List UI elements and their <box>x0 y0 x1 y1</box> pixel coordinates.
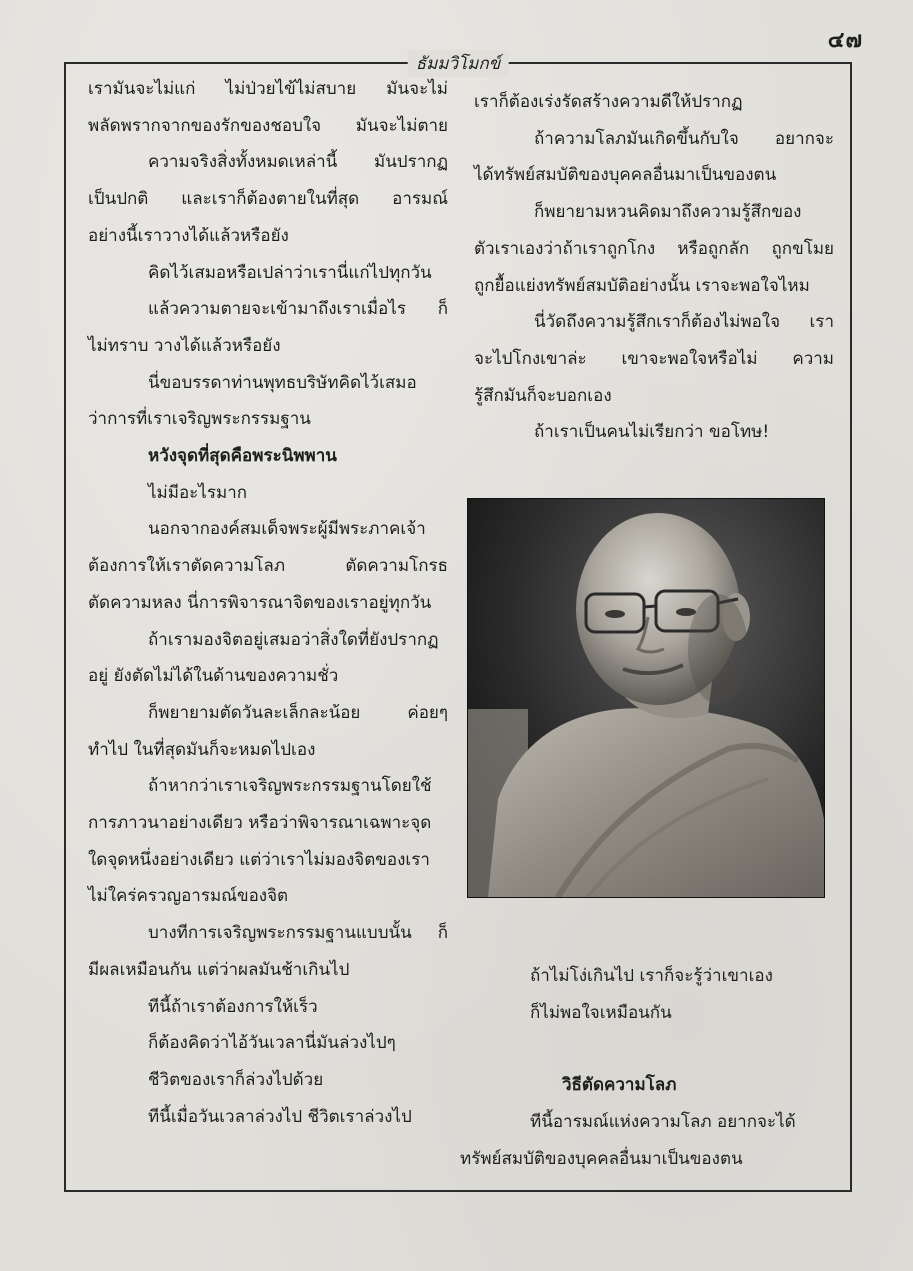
text-line: ไม่มีอะไรมาก <box>148 482 248 503</box>
text-line: เราก็ต้องเร่งรัดสร้างความดีให้ปรากฏ <box>474 92 743 112</box>
portrait-illustration <box>468 499 824 897</box>
text-line: ไม่ทราบ วางได้แล้วหรือยัง <box>88 335 281 356</box>
portrait-photo <box>467 498 825 898</box>
left-text-column <box>88 71 448 1135</box>
text-line: จะไปโกงเขาล่ะ เขาจะพอใจหรือไม่ ความ <box>474 348 834 369</box>
text-line: นี่วัดถึงความรู้สึกเราก็ต้องไม่พอใจ เรา <box>534 312 834 333</box>
text-line: รู้สึกมันก็จะบอกเอง <box>474 385 612 406</box>
text-line: อยู่ ยังตัดไม่ได้ในด้านของความชั่ว <box>88 666 339 687</box>
text-line: ชีวิตของเราก็ล่วงไปด้วย <box>148 1069 324 1090</box>
text-line: ถ้าหากว่าเราเจริญพระกรรมฐานโดยใช้ <box>148 776 432 797</box>
text-line: ก็ไม่พอใจเหมือนกัน <box>530 1002 672 1023</box>
page-number: ๔๗ <box>827 28 863 53</box>
text-line: ไม่ใคร่ครวญอารมณ์ของจิต <box>88 886 289 907</box>
text-line: ก็พยายามตัดวันละเล็กละน้อย ค่อยๆ <box>148 702 448 723</box>
text-line: นี่ขอบรรดาท่านพุทธบริษัทคิดไว้เสมอ <box>148 372 417 393</box>
text-line: ถ้าเราเป็นคนไม่เรียกว่า ขอโทษ! <box>534 422 770 443</box>
text-line: ตัวเราเองว่าถ้าเราถูกโกง หรือถูกลัก ถูกขโมย <box>474 238 834 259</box>
text-line: ถ้าความโลภมันเกิดขึ้นกับใจ อยากจะ <box>534 128 834 149</box>
text-line: เรามันจะไม่แก่ ไม่ป่วยไข้ไม่สบาย มันจะไม่ <box>88 79 448 99</box>
text-line: ก็พยายามหวนคิดมาถึงความรู้สึกของ <box>534 202 802 223</box>
text-line: ว่าการที่เราเจริญพระกรรมฐาน <box>88 409 311 430</box>
text-line: ทีนี้ถ้าเราต้องการให้เร็ว <box>148 996 318 1017</box>
section-heading-nirvana: หวังจุดที่สุดคือพระนิพพาน <box>148 446 337 467</box>
text-line: ตัดความหลง นี่การพิจารณาจิตของเราอยู่ทุกวัน <box>88 592 432 613</box>
text-line: การภาวนาอย่างเดียว หรือว่าพิจารณาเฉพาะจุด <box>88 813 432 834</box>
text-line: ใดจุดหนึ่งอย่างเดียว แต่ว่าเราไม่มองจิตของเรา <box>88 849 430 870</box>
text-line: นอกจากองค์สมเด็จพระผู้มีพระภาคเจ้า <box>148 519 426 540</box>
text-line: ต้องการให้เราตัดความโลภ ตัดความโกรธ <box>88 556 448 577</box>
text-line: ความจริงสิ่งทั้งหมดเหล่านี้ มันปรากฏ <box>148 152 448 173</box>
right-text-column-top <box>474 84 834 451</box>
text-line: ทรัพย์สมบัติของบุคคลอื่นมาเป็นของตน <box>460 1148 743 1169</box>
text-line: ถ้าเรามองจิตอยู่เสมอว่าสิ่งใดที่ยังปรากฏ <box>148 629 439 650</box>
section-heading-cut-greed: วิธีตัดความโลภ <box>562 1075 677 1096</box>
text-line: ทีนี้เมื่อวันเวลาล่วงไป ชีวิตเราล่วงไป <box>148 1106 412 1127</box>
text-line: พลัดพรากจากของรักของชอบใจ มันจะไม่ตาย <box>88 115 448 136</box>
text-line: เป็นปกติ และเราก็ต้องตายในที่สุด อารมณ์ <box>88 189 448 210</box>
text-line: ทำไป ในที่สุดมันก็จะหมดไปเอง <box>88 739 316 760</box>
text-line: มีผลเหมือนกัน แต่ว่าผลมันช้าเกินไป <box>88 959 350 980</box>
text-line: คิดไว้เสมอหรือเปล่าว่าเรานี่แก่ไปทุกวัน <box>148 262 432 283</box>
right-text-column-bottom <box>460 958 834 1178</box>
text-line: ก็ต้องคิดว่าไอ้วันเวลานี่มันล่วงไปๆ <box>148 1033 396 1054</box>
running-header-title: ธัมมวิโมกข์ <box>408 50 509 77</box>
text-line: ได้ทรัพย์สมบัติของบุคคลอื่นมาเป็นของตน <box>474 165 777 186</box>
text-line: ทีนี้อารมณ์แห่งความโลภ อยากจะได้ <box>530 1112 796 1133</box>
text-line: บางทีการเจริญพระกรรมฐานแบบนั้น ก็ <box>148 923 448 944</box>
text-line: อย่างนี้เราวางได้แล้วหรือยัง <box>88 225 289 246</box>
text-line: แล้วความตายจะเข้ามาถึงเราเมื่อไร ก็ <box>148 299 448 320</box>
text-line: ถ้าไม่โง่เกินไป เราก็จะรู้ว่าเขาเอง <box>530 966 773 986</box>
text-line: ถูกยื้อแย่งทรัพย์สมบัติอย่างนั้น เราจะพอใจไหม <box>474 275 810 296</box>
